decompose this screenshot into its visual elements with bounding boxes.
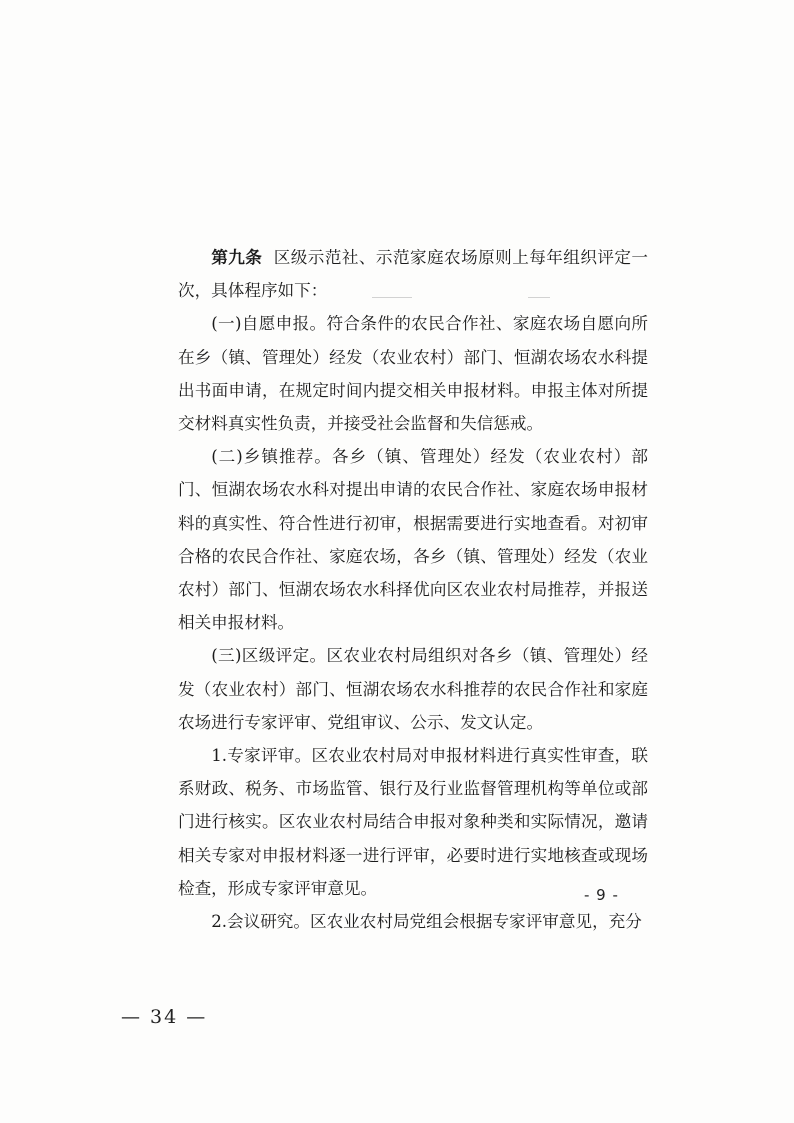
paragraph-text: (一)自愿申报。符合条件的农民合作社、家庭农场自愿向所在乡（镇、管理处）经发（农业农村）部门、恒湖农场农水科提出书面申请，在规定时间内提交相关申报材料。申报主体对所提交材料真实性负责，并接受社会监督和失信惩戒。 <box>178 314 648 434</box>
paragraph-township-recommendation <box>178 440 648 639</box>
scan-artifact <box>528 297 550 298</box>
inner-page-number: - 9 - <box>584 886 619 904</box>
paragraph-text: 1.专家评审。区农业农村局对申报材料进行真实性审查，联系财政、税务、市场监管、银行及行业监督管理机构等单位或部门进行核实。区农业农村局结合申报对象种类和实际情况，邀请相关专家对申报材料逐一进行评审，必要时进行实地核查或现场检查，形成专家评审意见。 <box>178 746 648 898</box>
paragraph-text: 2.会议研究。区农业农村局党组会根据专家评审意见，充分 <box>211 912 642 932</box>
paragraph-district-evaluation <box>178 639 648 739</box>
outer-page-number: — 34 — <box>121 1006 208 1028</box>
paragraph-self-application <box>178 307 648 440</box>
paragraph-text: (二)乡镇推荐。各乡（镇、管理处）经发（农业农村）部门、恒湖农场农水科对提出申请的农民合作社、家庭农场申报材料的真实性、符合性进行初审，根据需要进行实地查看。对初审合格的农民合作社、家庭农场，各乡（镇、管理处）经发（农业农村）部门、恒湖农场农水科择优向区农业农村局推荐，并报送相关申报材料。 <box>178 447 648 633</box>
paragraph-expert-review <box>178 739 648 905</box>
paragraph-meeting-study <box>178 905 648 938</box>
scan-artifact <box>372 297 412 298</box>
article-heading: 第九条 <box>211 247 263 267</box>
paragraph-text: (三)区级评定。区农业农村局组织对各乡（镇、管理处）经发（农业农村）部门、恒湖农场农水科推荐的农民合作社和家庭农场进行专家评审、党组审议、公示、发文认定。 <box>178 646 648 732</box>
paragraph-text: 区级示范社、示范家庭农场原则上每年组织评定一次，具体程序如下： <box>178 248 649 301</box>
document-body <box>178 241 648 938</box>
paragraph-article-9 <box>178 241 648 307</box>
